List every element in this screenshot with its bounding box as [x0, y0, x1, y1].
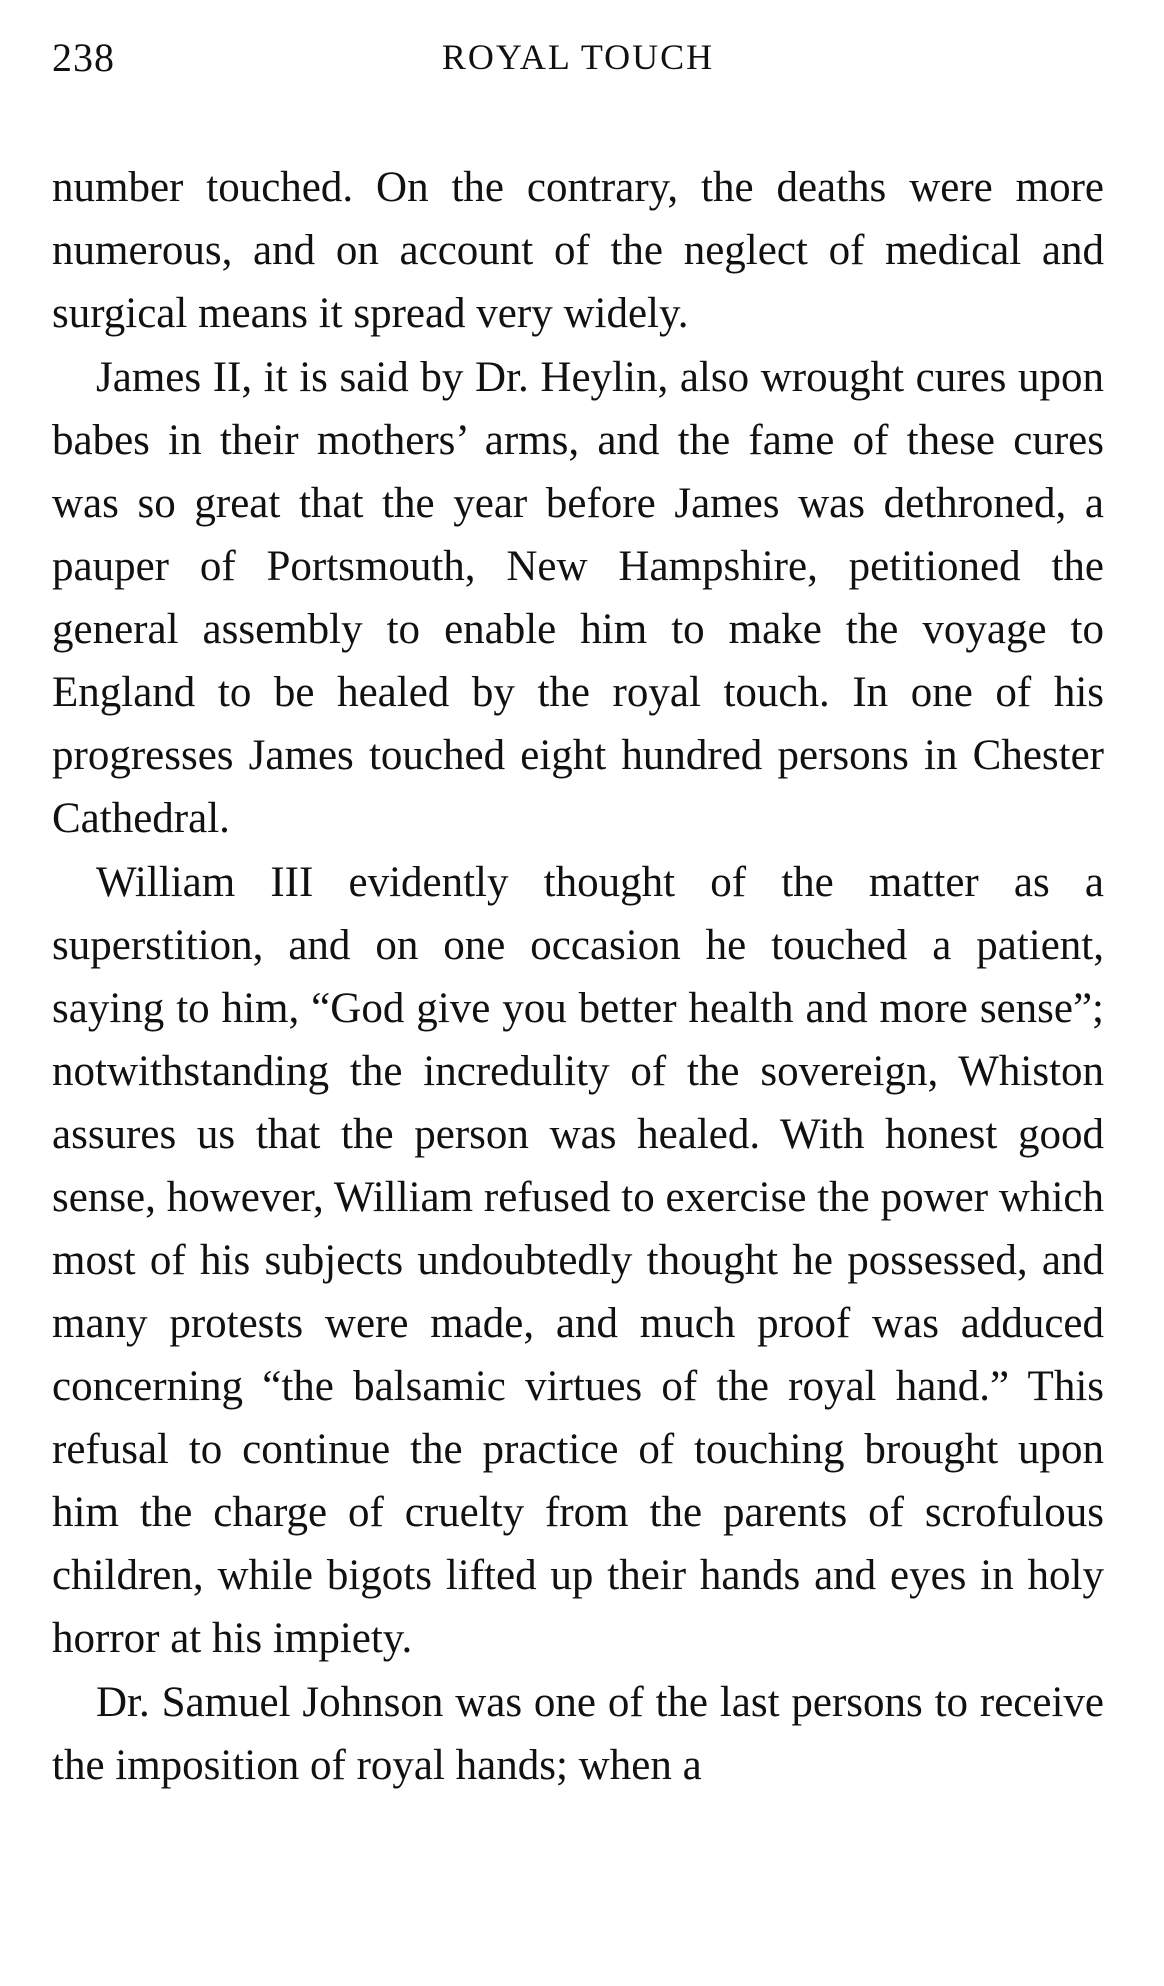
book-page [52, 24, 1104, 1797]
paragraph-continued: number touched. On the contrary, the deaths were more numerous, and on account of the neglect of medical and surgical means it spread very widely. [52, 164, 1104, 337]
page-number: 238 [52, 35, 115, 80]
body-text [52, 156, 1104, 1797]
paragraph-william-iii: William III evidently thought of the matter as a superstition, and on one occasion he touched a patient, saying to him, “God give you better health and more sense”; notwithstanding the incredulity of the sovereign, Whiston assures us that the person was healed. With honest good sense, however, William refused to exercise the power which most of his subjects undoubtedly thought he possessed, and many protests were made, and much proof was adduced concerning “the balsamic virtues of the royal hand.” This refusal to continue the practice of touching brought upon him the charge of cruelty from the parents of scrofulous children, while bigots lifted up their hands and eyes in holy horror at his impiety. [52, 859, 1104, 1662]
paragraph-samuel-johnson: Dr. Samuel Johnson was one of the last persons to receive the imposition of royal hands; when a [52, 1679, 1104, 1789]
paragraph-james-ii: James II, it is said by Dr. Heylin, also wrought cures upon babes in their mothers’ arms, and the fame of these cures was so great that the year before James was dethroned, a pauper of Portsmouth, New Hampshire, petitioned the general assembly to enable him to make the voyage to England to be healed by the royal touch. In one of his progresses James touched eight hundred persons in Chester Cathedral. [52, 354, 1104, 842]
page-header [52, 24, 1104, 94]
running-head: ROYAL TOUCH [441, 37, 715, 77]
